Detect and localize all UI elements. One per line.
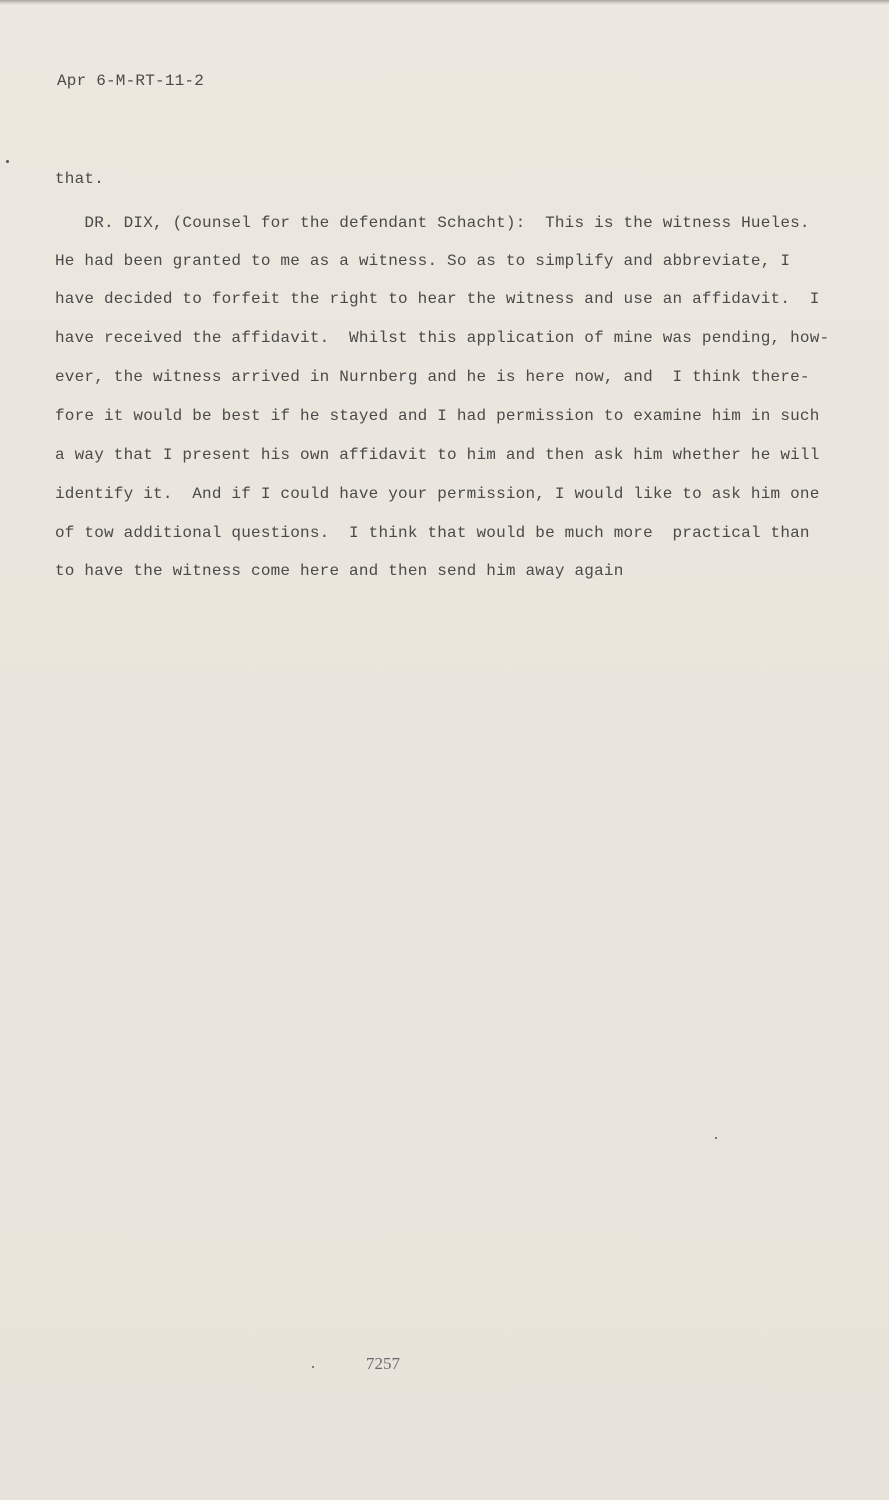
paper-speck [6,160,9,163]
text-line: identify it. And if I could have your permission, I would like to ask him one [55,485,820,503]
paper-speck [715,1137,717,1139]
text-line: He had been granted to me as a witness. So as to simplify and abbreviate, I [55,252,791,270]
text-line: that. [55,170,105,188]
text-line: have received the affidavit. Whilst this application of mine was pending, how- [55,329,830,347]
page-number: 7257 [366,1354,400,1373]
text-line: ever, the witness arrived in Nurnberg and he is here now, and I think there- [55,368,810,386]
text-line: of tow additional questions. I think that would be much more practical than [55,524,810,542]
text-line: fore it would be best if he stayed and I had permission to examine him in such [55,407,820,425]
text-line: have decided to forfeit the right to hear the witness and use an affidavit. I [55,290,820,308]
document-reference: Apr 6-M-RT-11-2 [57,72,205,90]
text-line: a way that I present his own affidavit to him and then ask him whether he will [55,446,820,464]
text-line: DR. DIX, (Counsel for the defendant Schacht): This is the witness Hueles. [55,214,810,232]
text-line: to have the witness come here and then send him away again [55,562,624,580]
page-top-edge [0,0,889,5]
paper-speck [312,1366,314,1368]
